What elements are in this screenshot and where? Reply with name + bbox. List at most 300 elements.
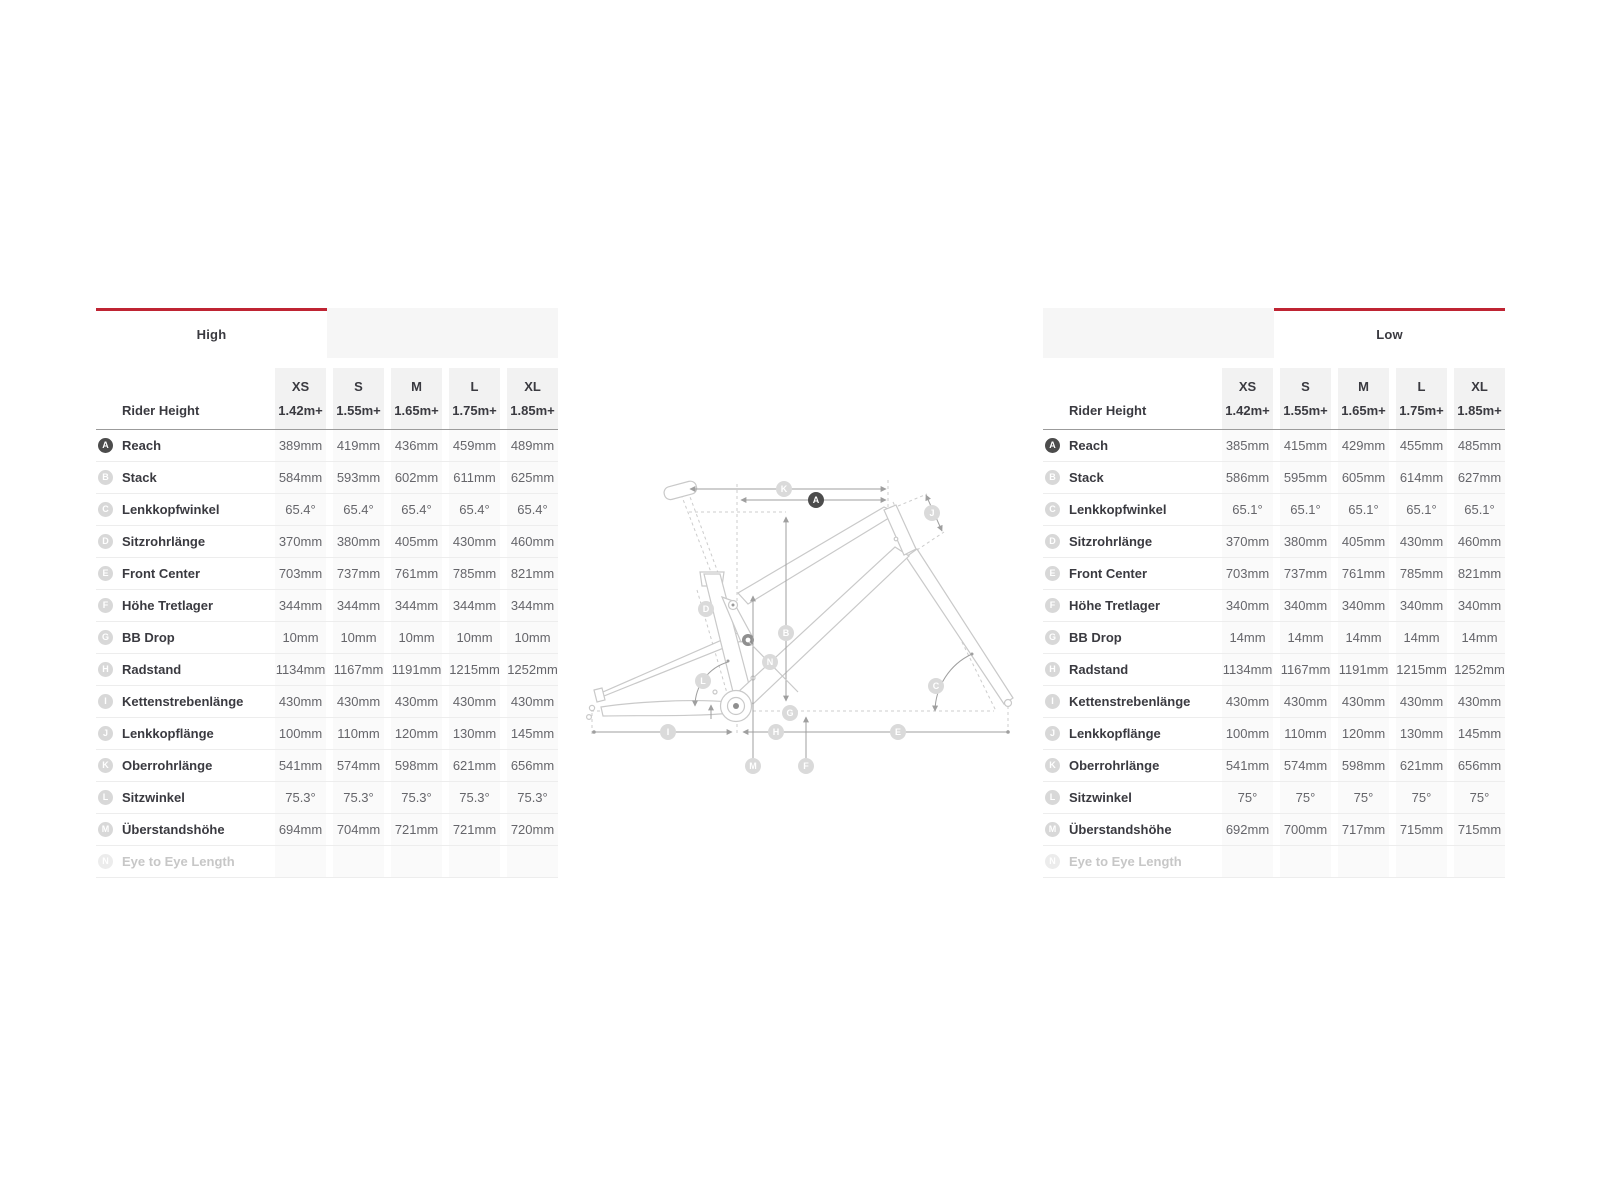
geometry-value: 430mm [1222, 686, 1273, 717]
geometry-value: 14mm [1454, 622, 1505, 653]
geometry-value: 120mm [391, 718, 442, 749]
geometry-value: 380mm [333, 526, 384, 557]
letter-badge-f: F [98, 598, 113, 613]
measure-label: Radstand [1069, 662, 1129, 677]
geometry-value [1454, 846, 1505, 877]
geometry-value: 405mm [1338, 526, 1389, 557]
geometry-value: 340mm [1454, 590, 1505, 621]
measure-label: Oberrohrlänge [122, 758, 213, 773]
rider-height-value: 1.55m+ [1283, 403, 1328, 418]
geometry-value: 460mm [507, 526, 558, 557]
row-label-cell [1043, 494, 1215, 525]
geometry-value: 344mm [507, 590, 558, 621]
diagram-badge-a [808, 492, 824, 508]
measure-label: Lenkkopfwinkel [122, 502, 220, 517]
geometry-value: 100mm [1222, 718, 1273, 749]
geometry-value: 694mm [275, 814, 326, 845]
table-row-a [96, 430, 558, 462]
geometry-value: 415mm [1280, 430, 1331, 461]
svg-text:C: C [932, 681, 940, 692]
geometry-value: 430mm [507, 686, 558, 717]
letter-badge-j: J [98, 726, 113, 741]
geometry-value: 430mm [275, 686, 326, 717]
geometry-value [1338, 846, 1389, 877]
geometry-value: 65.4° [333, 494, 384, 525]
column-header-xs [275, 368, 326, 429]
diagram-badge-b [778, 625, 794, 641]
row-label-cell [1043, 558, 1215, 589]
tab-low-unselected[interactable] [1043, 308, 1274, 358]
table-row-b [96, 462, 558, 494]
measure-label: Eye to Eye Length [122, 854, 235, 869]
table-row-m [1043, 814, 1505, 846]
letter-badge-m: M [1045, 822, 1060, 837]
table-row-j [96, 718, 558, 750]
column-header-m [1338, 368, 1389, 429]
row-label-cell [96, 494, 268, 525]
svg-text:G: G [786, 708, 794, 719]
table-row-f [1043, 590, 1505, 622]
letter-badge-j: J [1045, 726, 1060, 741]
rider-height-value: 1.85m+ [510, 403, 555, 418]
geometry-value: 584mm [275, 462, 326, 493]
geometry-value: 785mm [1396, 558, 1447, 589]
row-label-cell [96, 622, 268, 653]
geometry-value: 574mm [1280, 750, 1331, 781]
svg-text:A: A [812, 495, 820, 506]
geometry-value: 65.1° [1396, 494, 1447, 525]
geometry-value: 715mm [1396, 814, 1447, 845]
measure-label: Lenkkopflänge [122, 726, 214, 741]
letter-badge-i: I [1045, 694, 1060, 709]
geometry-value: 1252mm [1454, 654, 1505, 685]
derailleur-hanger [587, 715, 592, 720]
size-header-row [1043, 368, 1505, 430]
table-row-d [1043, 526, 1505, 558]
geometry-value: 656mm [507, 750, 558, 781]
table-row-k [96, 750, 558, 782]
geometry-value: 14mm [1396, 622, 1447, 653]
geometry-value: 656mm [1454, 750, 1505, 781]
table-row-n [1043, 846, 1505, 878]
geometry-value: 75.3° [275, 782, 326, 813]
geometry-value: 627mm [1454, 462, 1505, 493]
geometry-value: 370mm [1222, 526, 1273, 557]
geometry-value: 586mm [1222, 462, 1273, 493]
table-row-g [1043, 622, 1505, 654]
row-label-cell [96, 654, 268, 685]
geometry-value: 10mm [449, 622, 500, 653]
letter-badge-h: H [1045, 662, 1060, 677]
measure-label: Kettenstrebenlänge [122, 694, 244, 709]
geometry-value: 65.1° [1280, 494, 1331, 525]
geometry-value: 704mm [333, 814, 384, 845]
geometry-value: 541mm [275, 750, 326, 781]
tab-low[interactable] [1274, 308, 1505, 358]
svg-text:K: K [780, 484, 788, 495]
table-row-b [1043, 462, 1505, 494]
geometry-value: 1191mm [1338, 654, 1389, 685]
geometry-value: 692mm [1222, 814, 1273, 845]
row-label-cell [96, 750, 268, 781]
fork-leg [906, 549, 1013, 704]
size-label: S [1301, 379, 1310, 394]
geometry-value: 430mm [333, 686, 384, 717]
letter-badge-c: C [1045, 502, 1060, 517]
measure-label: Sitzrohrlänge [1069, 534, 1153, 549]
column-header-s [333, 368, 384, 429]
column-header-xs [1222, 368, 1273, 429]
diagram-badge-c [928, 678, 944, 694]
geometry-value: 110mm [333, 718, 384, 749]
geometry-value [449, 846, 500, 877]
table-row-g [96, 622, 558, 654]
diagram-badge-h [768, 724, 784, 740]
geometry-value: 14mm [1338, 622, 1389, 653]
geometry-value: 340mm [1280, 590, 1331, 621]
geometry-value: 1134mm [1222, 654, 1273, 685]
geometry-value: 130mm [1396, 718, 1447, 749]
geometry-value: 821mm [1454, 558, 1505, 589]
geometry-value [1280, 846, 1331, 877]
geometry-value: 717mm [1338, 814, 1389, 845]
setting-tabs-high [96, 308, 558, 358]
column-header-m [391, 368, 442, 429]
row-label-cell [1043, 750, 1215, 781]
geometry-value: 598mm [1338, 750, 1389, 781]
geometry-value: 75° [1338, 782, 1389, 813]
diagram-badge-j [924, 505, 940, 521]
size-label: L [470, 379, 479, 394]
size-header-row [96, 368, 558, 430]
measure-label: BB Drop [122, 630, 175, 645]
row-label-cell [96, 718, 268, 749]
letter-badge-g: G [98, 630, 113, 645]
table-row-c [1043, 494, 1505, 526]
geometry-value: 602mm [391, 462, 442, 493]
letter-badge-g: G [1045, 630, 1060, 645]
svg-text:B: B [782, 628, 790, 639]
letter-badge-e: E [98, 566, 113, 581]
headset-bolt [894, 537, 898, 541]
geometry-value: 703mm [275, 558, 326, 589]
table-row-l [1043, 782, 1505, 814]
geometry-value: 1215mm [449, 654, 500, 685]
table-row-j [1043, 718, 1505, 750]
svg-text:D: D [702, 604, 710, 615]
row-label-cell [1043, 462, 1215, 493]
geometry-value: 430mm [1396, 686, 1447, 717]
letter-badge-b: B [98, 470, 113, 485]
measure-label: Sitzwinkel [1069, 790, 1132, 805]
measure-label: Oberrohrlänge [1069, 758, 1160, 773]
column-header-xl [507, 368, 558, 429]
letter-badge-k: K [98, 758, 113, 773]
measure-label: Eye to Eye Length [1069, 854, 1182, 869]
geometry-value: 389mm [275, 430, 326, 461]
measure-label: Höhe Tretlager [122, 598, 214, 613]
diagram-badge-f [798, 758, 814, 774]
size-label: L [1417, 379, 1426, 394]
geometry-value: 65.4° [391, 494, 442, 525]
geometry-value [333, 846, 384, 877]
svg-text:E: E [894, 727, 902, 738]
measure-label: Lenkkopfwinkel [1069, 502, 1167, 517]
rider-height-value: 1.65m+ [1341, 403, 1386, 418]
diagram-badge-d [698, 601, 714, 617]
diagram-badge-m [745, 758, 761, 774]
measure-label: Front Center [1069, 566, 1147, 581]
geometry-value: 340mm [1222, 590, 1273, 621]
geometry-value: 430mm [391, 686, 442, 717]
geometry-value: 65.4° [507, 494, 558, 525]
geometry-value: 344mm [391, 590, 442, 621]
geometry-value: 65.1° [1222, 494, 1273, 525]
measure-label: Front Center [122, 566, 200, 581]
geometry-value: 385mm [1222, 430, 1273, 461]
geometry-value: 761mm [1338, 558, 1389, 589]
row-label-cell [1043, 622, 1215, 653]
geometry-value: 715mm [1454, 814, 1505, 845]
rider-height-value: 1.42m+ [1225, 403, 1270, 418]
table-row-a [1043, 430, 1505, 462]
letter-badge-f: F [1045, 598, 1060, 613]
geometry-value: 145mm [1454, 718, 1505, 749]
table-row-n [96, 846, 558, 878]
row-label-cell [1043, 590, 1215, 621]
geometry-value: 430mm [1338, 686, 1389, 717]
svg-text:L: L [700, 676, 706, 687]
diagram-badge-k [776, 481, 792, 497]
table-row-h [96, 654, 558, 686]
geometry-value: 721mm [449, 814, 500, 845]
geometry-value: 430mm [1280, 686, 1331, 717]
geometry-value: 75° [1396, 782, 1447, 813]
letter-badge-e: E [1045, 566, 1060, 581]
geometry-value: 1191mm [391, 654, 442, 685]
geometry-value: 110mm [1280, 718, 1331, 749]
geometry-rows [96, 430, 558, 878]
row-label-cell [1043, 814, 1215, 845]
row-label-cell [96, 558, 268, 589]
geometry-value: 75° [1222, 782, 1273, 813]
geometry-value: 430mm [449, 686, 500, 717]
geometry-value: 720mm [507, 814, 558, 845]
tab-low-label: Low [1376, 327, 1403, 342]
letter-badge-a: A [1045, 438, 1060, 453]
tab-high-label: High [196, 327, 227, 342]
row-label-cell [96, 846, 268, 877]
size-label: XL [1471, 379, 1488, 394]
seatpost-head [663, 480, 698, 501]
svg-text:M: M [749, 761, 757, 772]
table-row-k [1043, 750, 1505, 782]
tab-high-unselected[interactable] [327, 308, 558, 358]
geometry-value: 721mm [391, 814, 442, 845]
rider-height-label: Rider Height [122, 403, 200, 418]
geometry-rows [1043, 430, 1505, 878]
geometry-value: 605mm [1338, 462, 1389, 493]
measure-label: Lenkkopflänge [1069, 726, 1161, 741]
geometry-value: 405mm [391, 526, 442, 557]
rider-height-value: 1.75m+ [1399, 403, 1444, 418]
row-label-cell [1043, 846, 1215, 877]
table-row-e [96, 558, 558, 590]
geometry-value: 489mm [507, 430, 558, 461]
geometry-value: 703mm [1222, 558, 1273, 589]
row-label-cell [1043, 782, 1215, 813]
geometry-value: 821mm [507, 558, 558, 589]
column-header-s [1280, 368, 1331, 429]
geometry-value: 340mm [1396, 590, 1447, 621]
letter-badge-d: D [98, 534, 113, 549]
table-row-i [96, 686, 558, 718]
rider-height-value: 1.75m+ [452, 403, 497, 418]
geometry-value: 593mm [333, 462, 384, 493]
geometry-value: 130mm [449, 718, 500, 749]
svg-text:N: N [766, 657, 774, 668]
head-tube [884, 505, 916, 555]
geometry-value [275, 846, 326, 877]
geometry-value: 621mm [449, 750, 500, 781]
row-label-cell [96, 462, 268, 493]
letter-badge-d: D [1045, 534, 1060, 549]
geometry-value: 455mm [1396, 430, 1447, 461]
chainstay [601, 701, 733, 716]
measure-label: Höhe Tretlager [1069, 598, 1161, 613]
letter-badge-k: K [1045, 758, 1060, 773]
geometry-value: 700mm [1280, 814, 1331, 845]
measure-label: Reach [1069, 438, 1109, 453]
geometry-value: 430mm [1454, 686, 1505, 717]
geometry-value: 1134mm [275, 654, 326, 685]
letter-badge-n: N [98, 854, 113, 869]
geometry-value: 436mm [391, 430, 442, 461]
geometry-value: 100mm [275, 718, 326, 749]
svg-text:I: I [666, 727, 670, 738]
geometry-value: 75.3° [391, 782, 442, 813]
bb-center [733, 703, 739, 709]
geometry-value: 419mm [333, 430, 384, 461]
geometry-value: 380mm [1280, 526, 1331, 557]
geometry-value: 614mm [1396, 462, 1447, 493]
letter-badge-l: L [1045, 790, 1060, 805]
measure-label: Sitzrohrlänge [122, 534, 206, 549]
tab-high[interactable] [96, 308, 327, 358]
diagram-badge-l [695, 673, 711, 689]
bike-geometry-diagram [568, 455, 1028, 785]
svg-text:H: H [772, 727, 780, 738]
diagram-badge-e [890, 724, 906, 740]
table-row-i [1043, 686, 1505, 718]
column-header-l [449, 368, 500, 429]
geometry-value: 1167mm [333, 654, 384, 685]
rider-height-value: 1.65m+ [394, 403, 439, 418]
front-dropout [1005, 700, 1012, 707]
geometry-value: 785mm [449, 558, 500, 589]
geometry-value: 120mm [1338, 718, 1389, 749]
rider-height-value: 1.55m+ [336, 403, 381, 418]
diagram-badge-g [782, 705, 798, 721]
measure-label: Stack [1069, 470, 1104, 485]
geometry-value [507, 846, 558, 877]
geometry-value: 340mm [1338, 590, 1389, 621]
geometry-value [1396, 846, 1447, 877]
measure-label: Stack [122, 470, 157, 485]
geometry-value: 460mm [1454, 526, 1505, 557]
measure-label: Überstandshöhe [1069, 822, 1172, 837]
rear-brake-mount [594, 688, 605, 702]
table-row-m [96, 814, 558, 846]
geometry-value: 344mm [449, 590, 500, 621]
geometry-value [391, 846, 442, 877]
shock-lower-pivot [746, 638, 751, 643]
geometry-table-high [96, 308, 558, 878]
letter-badge-l: L [98, 790, 113, 805]
geometry-value: 65.4° [449, 494, 500, 525]
row-label-cell [96, 686, 268, 717]
setting-tabs-low [1043, 308, 1505, 358]
measure-label: Kettenstrebenlänge [1069, 694, 1191, 709]
geometry-value: 541mm [1222, 750, 1273, 781]
diagram-badge-n [762, 654, 778, 670]
row-label-cell [96, 590, 268, 621]
row-label-cell [96, 782, 268, 813]
geometry-value: 737mm [1280, 558, 1331, 589]
geometry-value: 485mm [1454, 430, 1505, 461]
size-label: XS [1238, 379, 1257, 394]
geometry-value: 10mm [333, 622, 384, 653]
geometry-table-low [1043, 308, 1505, 878]
letter-badge-n: N [1045, 854, 1060, 869]
geometry-value: 430mm [449, 526, 500, 557]
column-header-xl [1454, 368, 1505, 429]
letter-badge-b: B [1045, 470, 1060, 485]
row-label-cell [1043, 526, 1215, 557]
geometry-value: 75° [1454, 782, 1505, 813]
bike-frame-outline [587, 480, 1013, 722]
geometry-value: 10mm [507, 622, 558, 653]
geometry-value: 10mm [391, 622, 442, 653]
table-row-e [1043, 558, 1505, 590]
geometry-value: 75.3° [507, 782, 558, 813]
geometry-value: 429mm [1338, 430, 1389, 461]
row-label-cell [1043, 718, 1215, 749]
rider-height-value: 1.42m+ [278, 403, 323, 418]
geometry-value: 459mm [449, 430, 500, 461]
pivot-bolt [713, 690, 717, 694]
size-label: XS [291, 379, 310, 394]
geometry-value: 145mm [507, 718, 558, 749]
row-label-cell [96, 526, 268, 557]
geometry-value: 598mm [391, 750, 442, 781]
geometry-value: 75.3° [333, 782, 384, 813]
geometry-value: 625mm [507, 462, 558, 493]
letter-badge-c: C [98, 502, 113, 517]
geometry-value: 75° [1280, 782, 1331, 813]
measure-label: Überstandshöhe [122, 822, 225, 837]
geometry-value: 621mm [1396, 750, 1447, 781]
letter-badge-h: H [98, 662, 113, 677]
geometry-value: 344mm [275, 590, 326, 621]
geometry-value: 611mm [449, 462, 500, 493]
geometry-value: 14mm [1280, 622, 1331, 653]
rear-axle [589, 705, 594, 710]
geometry-value: 344mm [333, 590, 384, 621]
row-label-cell [96, 430, 268, 461]
geometry-value [1222, 846, 1273, 877]
geometry-value: 10mm [275, 622, 326, 653]
